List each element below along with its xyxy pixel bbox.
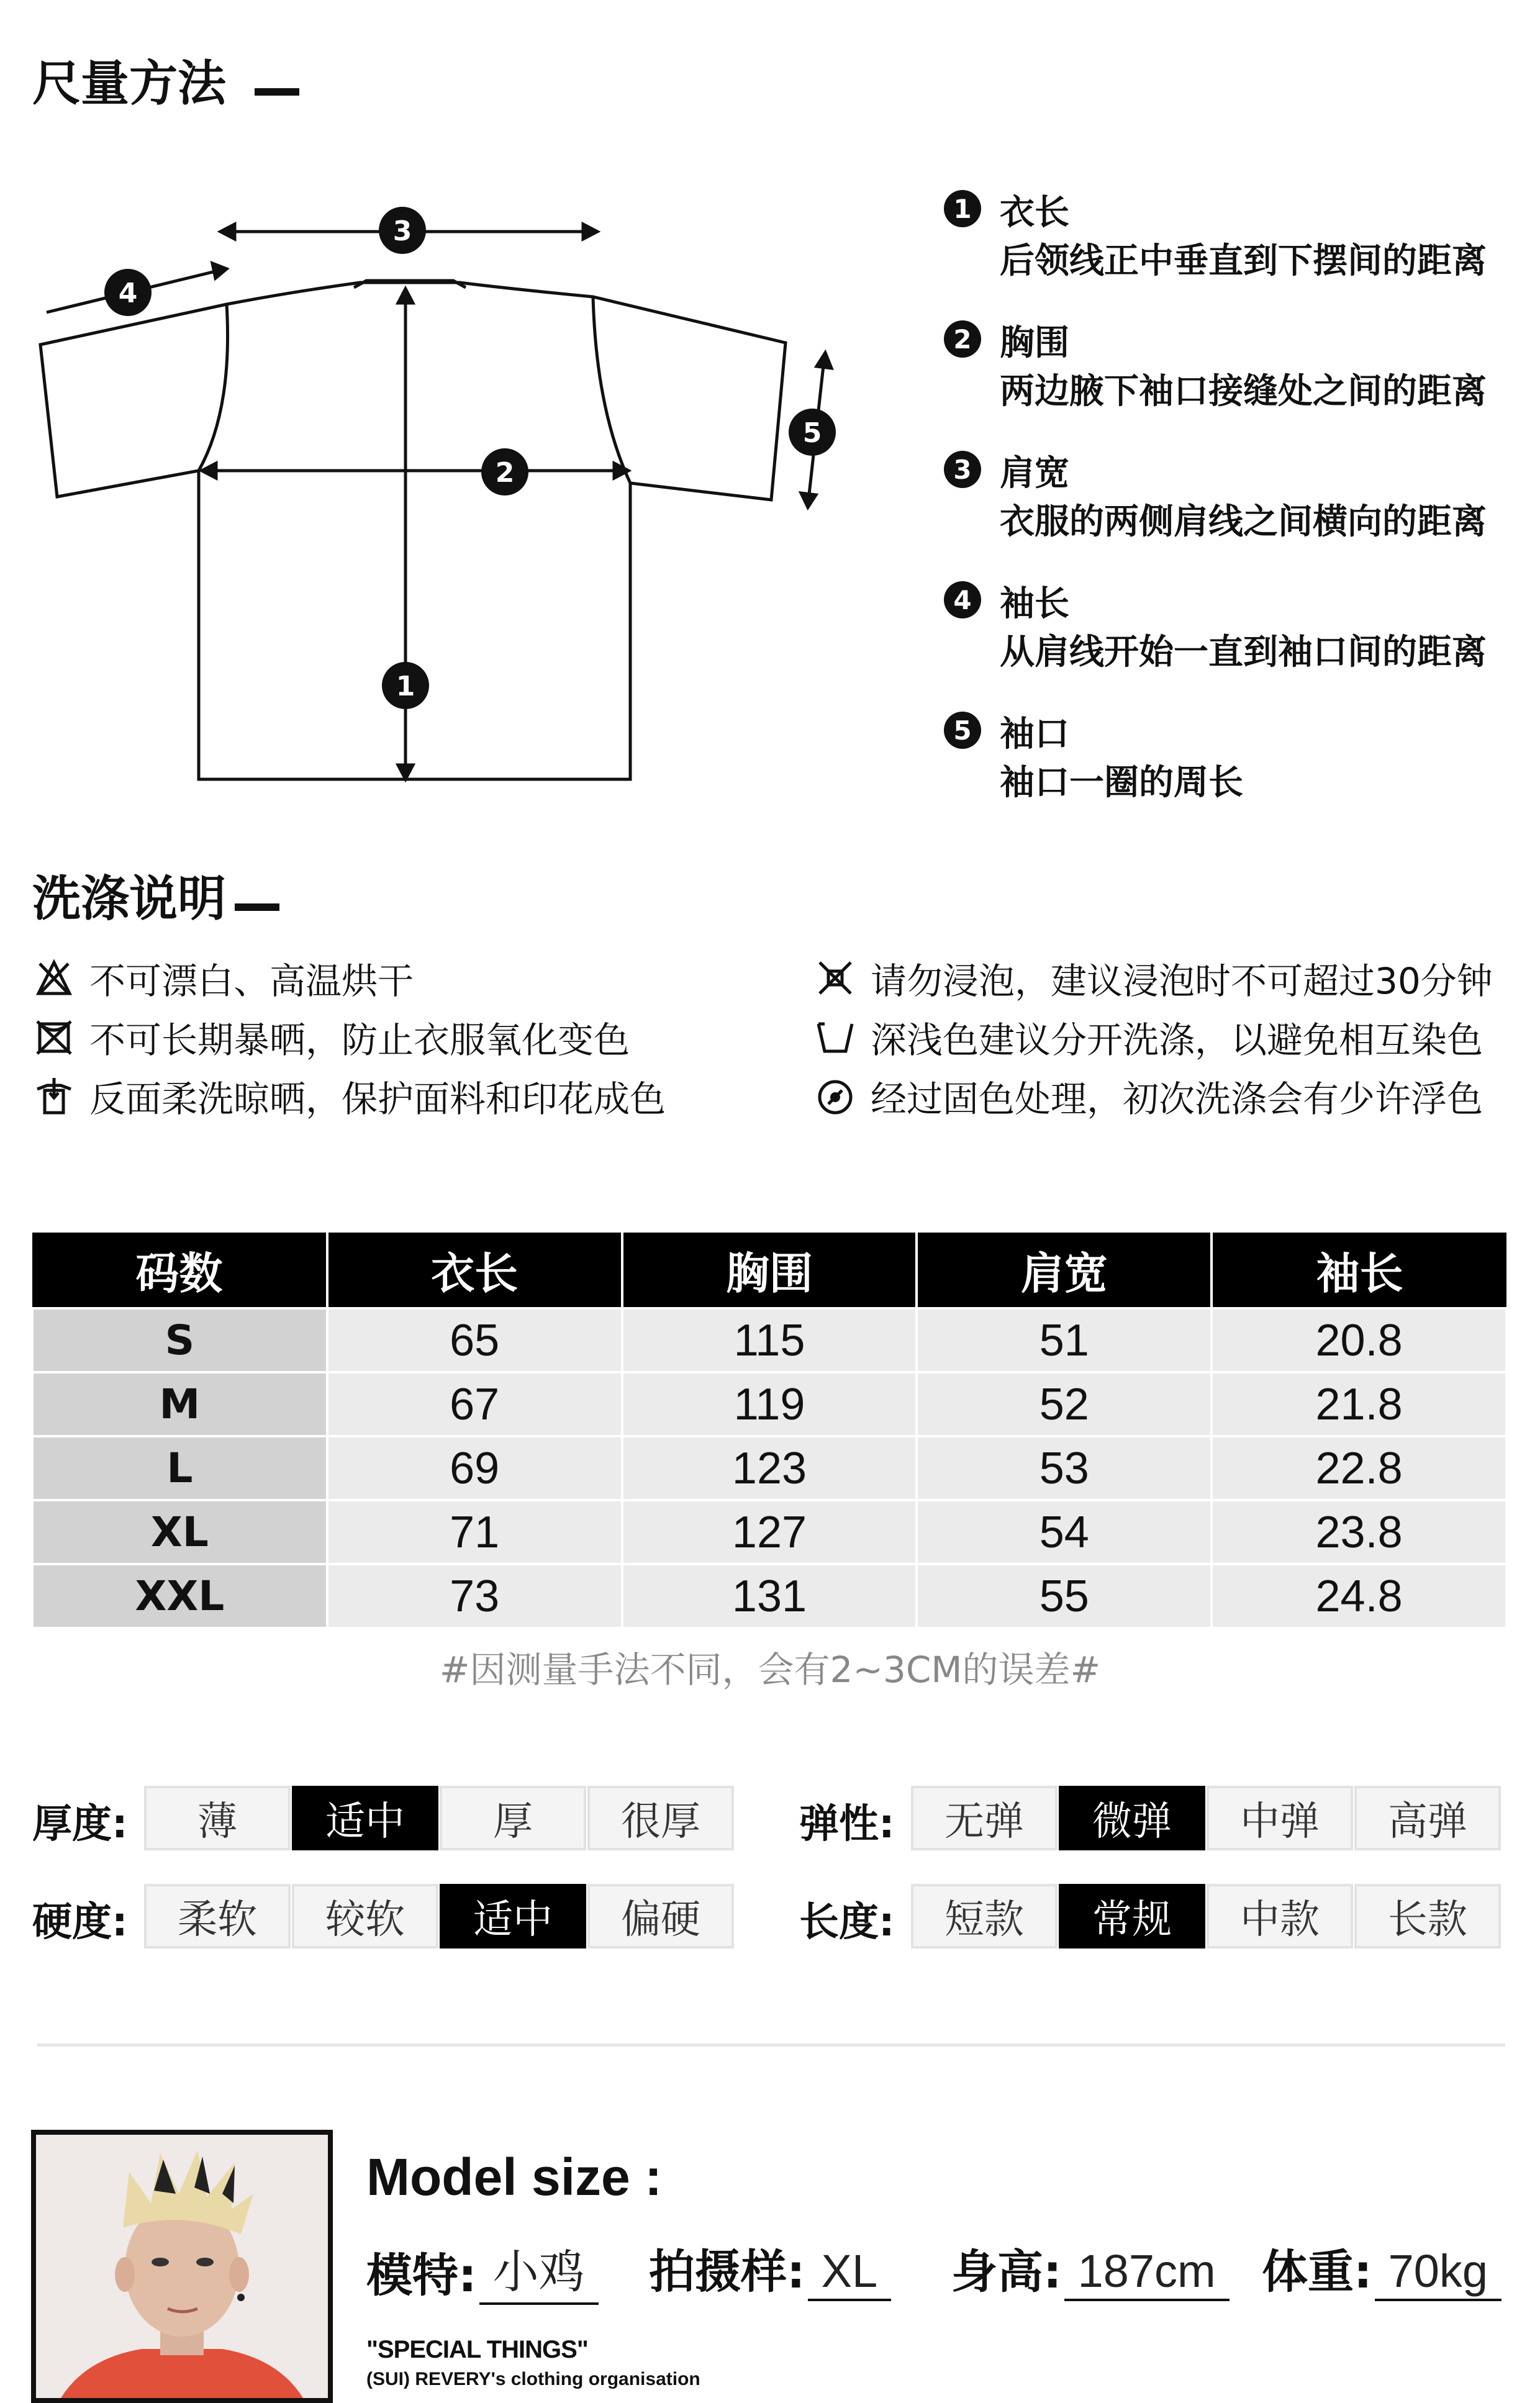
table-cell: 23.8 (1212, 1500, 1506, 1564)
table-cell: 127 (622, 1500, 917, 1564)
brand-tagline: "SPECIAL THINGS" (366, 2336, 588, 2363)
legend-desc: 袖口一圈的周长 (1000, 763, 1243, 803)
legend-desc: 从肩线开始一直到袖口间的距离 (1000, 632, 1487, 672)
table-cell: 52 (917, 1372, 1212, 1436)
tshirt-diagram (25, 186, 894, 807)
model-field-value: XL (808, 2245, 892, 2301)
table-row (32, 1500, 1506, 1564)
legend-desc: 衣服的两侧肩线之间横向的距离 (1000, 502, 1487, 542)
title-underline (255, 88, 299, 96)
color-fix-icon (813, 1074, 857, 1118)
size-cell: L (32, 1436, 327, 1500)
model-field-label: 身高: (951, 2245, 1062, 2299)
attr-option: 无弹 (911, 1786, 1058, 1850)
header-chest: 胸围 (622, 1233, 917, 1308)
table-cell: 119 (622, 1372, 917, 1436)
table-cell: 55 (917, 1564, 1212, 1628)
attr-option: 中弹 (1207, 1786, 1353, 1850)
tshirt-left-seam (199, 304, 228, 471)
table-cell: 115 (622, 1308, 917, 1372)
table-cell: 51 (917, 1308, 1212, 1372)
care-item: 不可漂白、高温烘干 (32, 953, 414, 1003)
table-cell: 53 (917, 1436, 1212, 1500)
header-sleeve: 袖长 (1212, 1233, 1506, 1308)
attr-label-thickness: 厚度: (32, 1801, 128, 1847)
model-field-sample (649, 2235, 891, 2301)
model-avatar (36, 2135, 328, 2398)
badge-2: 2 (944, 320, 981, 358)
model-field-label: 模特: (366, 2249, 477, 2302)
table-cell: 54 (917, 1500, 1212, 1564)
model-field-label: 拍摄样: (649, 2245, 805, 2299)
table-cell: 73 (327, 1564, 622, 1628)
measurement-note: #因测量手法不同，会有2~3CM的误差# (439, 1649, 1101, 1691)
care-item: 反面柔洗晾晒，保护面料和印花成色 (32, 1071, 666, 1121)
attr-options-hardness (144, 1884, 735, 1948)
care-title: 洗涤说明 (32, 871, 227, 927)
table-cell: 21.8 (1212, 1372, 1506, 1436)
attr-option-selected: 适中 (292, 1786, 438, 1850)
badge-2-label: 2 (495, 457, 515, 489)
table-cell: 24.8 (1212, 1564, 1506, 1628)
care-item: 经过固色处理，初次洗涤会有少许浮色 (813, 1071, 1483, 1121)
table-cell: 65 (327, 1308, 622, 1372)
model-field-height (951, 2235, 1230, 2301)
table-cell: 71 (327, 1500, 622, 1564)
legend-desc: 后领线正中垂直到下摆间的距离 (1000, 241, 1487, 281)
care-item: 不可长期暴晒，防止衣服氧化变色 (32, 1012, 630, 1062)
size-cell: M (32, 1372, 327, 1436)
legend-name: 衣长 (1000, 192, 1069, 233)
care-item: 深浅色建议分开洗涤，以避免相互染色 (813, 1012, 1483, 1062)
size-cell: S (32, 1308, 327, 1372)
size-cell: XXL (32, 1564, 327, 1628)
attr-options-length (911, 1884, 1502, 1948)
model-field-value: 小鸡 (479, 2235, 599, 2305)
attr-options-elasticity (911, 1786, 1502, 1850)
legend-name: 袖长 (1000, 584, 1069, 624)
attr-option: 短款 (911, 1884, 1058, 1948)
attr-option: 薄 (144, 1786, 291, 1850)
legend-name: 袖口 (1000, 714, 1069, 754)
table-row (32, 1372, 1506, 1436)
table-row (32, 1436, 1506, 1500)
badge-1-label: 1 (396, 671, 415, 702)
inside-out-dry-icon (32, 1074, 76, 1118)
model-field-name (366, 2235, 599, 2305)
model-field-weight (1262, 2235, 1502, 2301)
table-row (32, 1308, 1506, 1372)
header-size: 码数 (32, 1233, 327, 1308)
attr-option: 长款 (1354, 1884, 1501, 1948)
badge-3-label: 3 (392, 215, 412, 247)
table-cell: 20.8 (1212, 1308, 1506, 1372)
table-cell: 69 (327, 1436, 622, 1500)
title-underline (235, 903, 279, 911)
model-field-value: 70kg (1375, 2245, 1502, 2301)
tshirt-right-seam (593, 297, 630, 483)
attr-option-selected: 微弹 (1059, 1786, 1205, 1850)
table-cell: 67 (327, 1372, 622, 1436)
table-header-row (32, 1233, 1506, 1308)
badge-5-label: 5 (802, 417, 822, 449)
attr-option-selected: 常规 (1059, 1884, 1205, 1948)
attr-option: 偏硬 (587, 1884, 734, 1948)
attr-option: 柔软 (144, 1884, 291, 1948)
attr-option-selected: 适中 (440, 1884, 586, 1948)
attr-option: 高弹 (1354, 1786, 1501, 1850)
model-size-title: Model size : (366, 2148, 663, 2206)
table-cell: 123 (622, 1436, 917, 1500)
attr-label-elasticity: 弹性: (799, 1801, 895, 1847)
separate-wash-icon (813, 1015, 857, 1059)
model-photo (31, 2130, 333, 2403)
badge-4-label: 4 (118, 278, 138, 309)
header-shoulder: 肩宽 (917, 1233, 1212, 1308)
legend-name: 胸围 (1000, 323, 1069, 363)
care-item: 请勿浸泡，建议浸泡时不可超过30分钟 (813, 953, 1493, 1003)
attr-label-length: 长度: (799, 1899, 895, 1945)
attr-option: 厚 (440, 1786, 586, 1850)
attr-option: 中款 (1207, 1884, 1353, 1948)
no-bleach-icon (32, 956, 76, 1000)
section-divider (37, 2043, 1505, 2047)
header-length: 衣长 (327, 1233, 622, 1308)
legend-name: 肩宽 (1000, 453, 1069, 494)
attr-option: 较软 (292, 1884, 438, 1948)
table-cell: 131 (622, 1564, 917, 1628)
badge-3: 3 (944, 451, 981, 488)
badge-5: 5 (944, 712, 981, 749)
measure-title: 尺量方法 (32, 56, 227, 112)
no-soak-icon (813, 956, 857, 1000)
model-field-value: 187cm (1064, 2245, 1230, 2301)
attr-options-thickness (144, 1786, 735, 1850)
model-field-label: 体重: (1262, 2245, 1372, 2299)
legend-desc: 两边腋下袖口接缝处之间的距离 (1000, 371, 1487, 412)
badge-4: 4 (944, 581, 981, 618)
attr-option: 很厚 (587, 1786, 734, 1850)
size-cell: XL (32, 1500, 327, 1564)
no-sun-icon (32, 1015, 76, 1059)
table-cell: 22.8 (1212, 1436, 1506, 1500)
size-table (31, 1233, 1508, 1629)
badge-1: 1 (944, 190, 981, 227)
table-row (32, 1564, 1506, 1628)
attr-label-hardness: 硬度: (32, 1899, 128, 1945)
brand-subtagline: (SUI) REVERY's clothing organisation (366, 2369, 700, 2389)
